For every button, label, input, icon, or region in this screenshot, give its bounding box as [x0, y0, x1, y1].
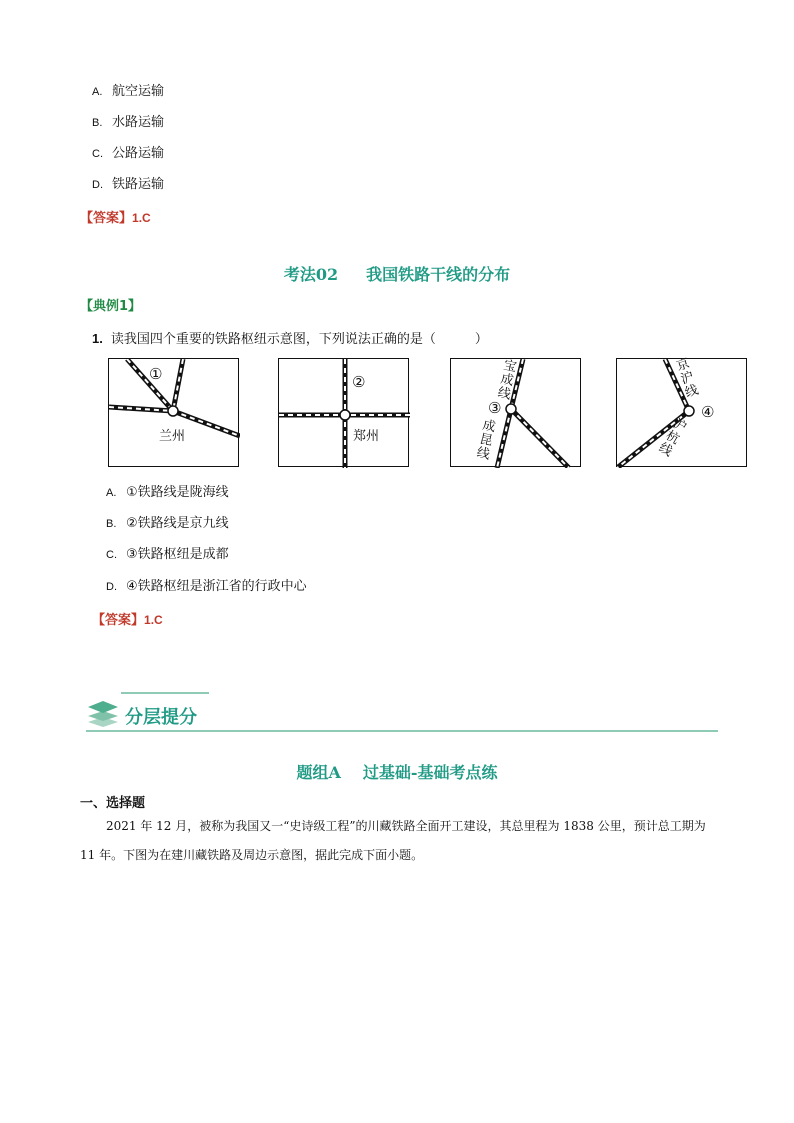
option-letter: B. — [92, 117, 103, 129]
section-number: 考法02 — [283, 265, 339, 284]
city-label-zhengzhou: 郑州 — [353, 429, 380, 444]
q1-option-d[interactable] — [106, 578, 307, 596]
subsection-heading: 一、选择题 — [80, 796, 146, 811]
option-a[interactable] — [92, 83, 164, 101]
q1-option-b[interactable] — [106, 515, 229, 533]
option-text: ④铁路枢纽是浙江省的行政中心 — [126, 579, 307, 594]
example-label: 【典例1】 — [80, 299, 142, 314]
option-letter: A. — [106, 487, 117, 499]
option-letter: A. — [92, 86, 103, 98]
junction-node — [684, 406, 694, 416]
line-label-baocheng: 宝成线 — [496, 358, 518, 403]
question-number: 1. — [92, 331, 103, 346]
option-c[interactable] — [92, 145, 164, 163]
answer-label: 【答案】 — [80, 211, 133, 226]
city-label-lanzhou: 兰州 — [159, 429, 186, 444]
junction-node — [506, 404, 516, 414]
diagram-hangzhou — [616, 358, 747, 467]
line-label-huhang: 沪杭线 — [656, 416, 689, 460]
junction-node — [340, 410, 350, 420]
option-letter: C. — [106, 549, 117, 561]
question-text: 读我国四个重要的铁路枢纽示意图，下列说法正确的是（ ） — [110, 332, 488, 347]
diagram-zhengzhou-svg — [279, 359, 410, 468]
section-title — [0, 262, 794, 285]
banner-top-rule — [121, 692, 209, 694]
option-letter: C. — [92, 148, 103, 160]
q1-option-c[interactable] — [106, 546, 229, 564]
option-b[interactable] — [92, 114, 164, 132]
diagram-zhengzhou — [278, 358, 409, 467]
answer-value: 1.C — [132, 211, 151, 225]
diagram-lanzhou-svg — [109, 359, 240, 468]
layer-title: 分层提分 — [125, 707, 197, 728]
diagram-chengdu — [450, 358, 581, 467]
answer-label: 【答案】 — [92, 613, 145, 628]
q1-option-a[interactable] — [106, 484, 229, 502]
circled-number-1: ① — [149, 365, 163, 383]
group-name: 过基础-基础考点练 — [362, 763, 498, 782]
diagram-lanzhou — [108, 358, 239, 467]
group-title — [0, 760, 794, 783]
answer-prev — [80, 207, 151, 226]
question-paragraph: 2021 年 12 月，被称为我国又一“史诗级工程”的川藏铁路全面开工建设，其总里程为 1838 公里，预计总工期为 11 年。下图为在建川藏铁路及周边示意图，据此完成下面小题。 — [80, 819, 706, 862]
answer-value: 1.C — [144, 613, 163, 627]
junction-node — [168, 406, 178, 416]
option-letter: B. — [106, 518, 117, 530]
option-letter: D. — [92, 179, 103, 191]
circled-number-2: ② — [352, 373, 366, 391]
layers-icon — [86, 697, 120, 731]
option-text: ③铁路枢纽是成都 — [126, 547, 229, 562]
option-text: 铁路运输 — [112, 177, 165, 192]
answer-1 — [92, 609, 163, 628]
option-text: 水路运输 — [112, 115, 165, 130]
option-text: 航空运输 — [112, 84, 165, 99]
option-text: 公路运输 — [112, 146, 165, 161]
option-letter: D. — [106, 581, 117, 593]
circled-number-4: ④ — [701, 403, 715, 421]
banner-bottom-rule — [86, 730, 718, 732]
option-d[interactable] — [92, 176, 164, 194]
line-label-jinghu: 京沪线 — [674, 356, 701, 401]
group-number: 题组A — [296, 763, 341, 782]
circled-number-3: ③ — [488, 399, 502, 417]
option-text: ②铁路线是京九线 — [126, 516, 229, 531]
line-label-chengkun: 成昆线 — [475, 418, 497, 463]
section-name: 我国铁路干线的分布 — [366, 265, 511, 284]
option-text: ①铁路线是陇海线 — [126, 485, 229, 500]
question-1 — [92, 328, 488, 347]
